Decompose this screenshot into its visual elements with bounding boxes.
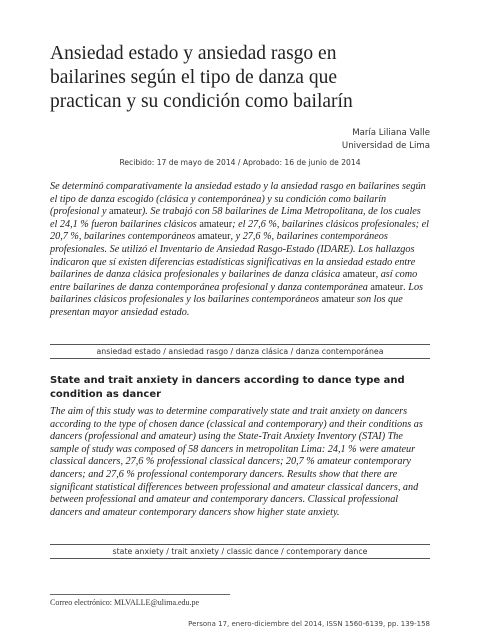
upright-term: amateur bbox=[199, 218, 233, 230]
abstract-text-run: ). Se trabajó con 58 bailarines de Lima Metropolitana, de los cuales el 24,1 % fueron bailarines clásicos bbox=[50, 206, 421, 230]
footnote-rule bbox=[50, 594, 230, 595]
journal-footer: Persona 17, enero-diciembre del 2014, ISSN 1560-6139, pp. 139-158 bbox=[188, 620, 430, 628]
author-block bbox=[230, 127, 430, 153]
received-approved-dates: Recibido: 17 de mayo de 2014 / Aprobado: 16 de junio de 2014 bbox=[119, 158, 361, 167]
abstract-english: The aim of this study was to determine comparatively state and trait anxiety on dancers according to the type of chosen dance (classical and contemporary) and their conditions as dancers (professional and amateur) using the State-Trait Anxiety Inventory (STAI) The sample of study was composed of 58 dancers in metropolitan Lima: 24,1 % were amateur classical dancers, 27,6 % professional classical dancers; 20,7 % amateur contemporary dancers; and 27,6 % professional contemporary dancers. Results show that there are significant statistical differences between professional and amateur classical dancers, and between professional and amateur and contemporary dancers. Classical professional dancers and amateur contemporary dancers show higher state anxiety. bbox=[50, 406, 423, 518]
abstract-text-run: Se determinó comparativamente la ansiedad estado y la ansiedad rasgo en bailarines según el tipo de danza escogido (clásica y contemporánea) y su condición como bailarín (profesional y bbox=[50, 181, 426, 218]
abstract-spanish bbox=[50, 181, 430, 320]
author-name: María Liliana Valle bbox=[352, 128, 430, 138]
upright-term: amateur bbox=[342, 269, 376, 281]
keywords-english: state anxiety / trait anxiety / classic dance / contemporary dance bbox=[50, 544, 430, 559]
keywords-spanish: ansiedad estado / ansiedad rasgo / danza clásica / danza contemporánea bbox=[50, 344, 430, 359]
abstract-text-run: . Los bailarines clásicos profesionales y los bailarines contemporáneos bbox=[50, 281, 424, 306]
abstract-text-run: , y 27,6 %, bailarines contemporáneos profesionales. Se utilizó el Inventario de Ansiedad Rasgo-Estado (IDARE). Los hallazgos indicaron que sí existen diferencias estadísticas significativas en la ansiedad estado entre bailarines de danza clásica profesionales y bailarines de danza clásica bbox=[50, 231, 416, 281]
upright-term: amateur bbox=[197, 231, 231, 243]
author-affiliation: Universidad de Lima bbox=[341, 141, 430, 151]
abstract-text-run: , así como entre bailarines de danza contemporánea profesional y danza contemporánea bbox=[50, 269, 418, 293]
upright-term: amateur bbox=[321, 294, 355, 306]
author-email: Correo electrónico: MLVALLE@ulima.edu.pe bbox=[50, 598, 200, 607]
upright-term: amateur bbox=[370, 281, 404, 293]
upright-term: amateur bbox=[109, 206, 142, 218]
english-title: State and trait anxiety in dancers according to dance type and condition as dancer bbox=[50, 375, 405, 400]
article-title: Ansiedad estado y ansiedad rasgo en bailarines según el tipo de danza que practican y su condición como bailarín bbox=[50, 43, 353, 112]
abstract-text-run: son los que presentan mayor ansiedad estado. bbox=[50, 294, 403, 318]
abstract-text-run: ; el 27,6 %, bailarines clásicos profesionales; el 20,7 %, bailarines contemporáneos bbox=[50, 218, 429, 243]
